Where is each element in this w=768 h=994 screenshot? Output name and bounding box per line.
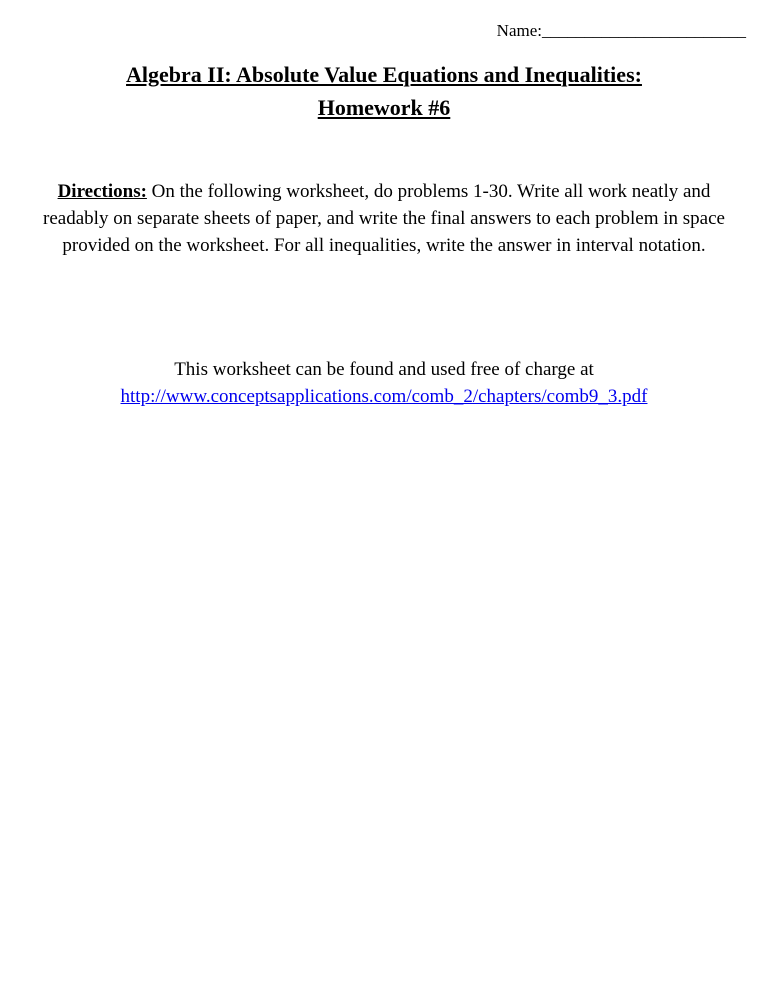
page-title xyxy=(0,58,768,124)
source-note xyxy=(0,356,768,410)
name-field-line: Name:________________________ xyxy=(496,21,746,40)
directions-paragraph xyxy=(30,178,738,259)
source-link[interactable]: http://www.conceptsapplications.com/comb_2/chapters/comb9_3.pdf xyxy=(120,386,648,407)
directions-label: Directions: xyxy=(57,181,147,202)
title-line-1: Algebra II: Absolute Value Equations and Inequalities: xyxy=(126,62,642,87)
title-line-2: Homework #6 xyxy=(317,95,451,120)
directions-text: On the following worksheet, do problems 1-30. Write all work neatly and readably on separate sheets of paper, and write the final answers to each problem in space provided on the worksheet. For all inequalities, write the answer in interval notation. xyxy=(43,181,725,256)
source-text: This worksheet can be found and used free of charge at xyxy=(174,359,594,380)
